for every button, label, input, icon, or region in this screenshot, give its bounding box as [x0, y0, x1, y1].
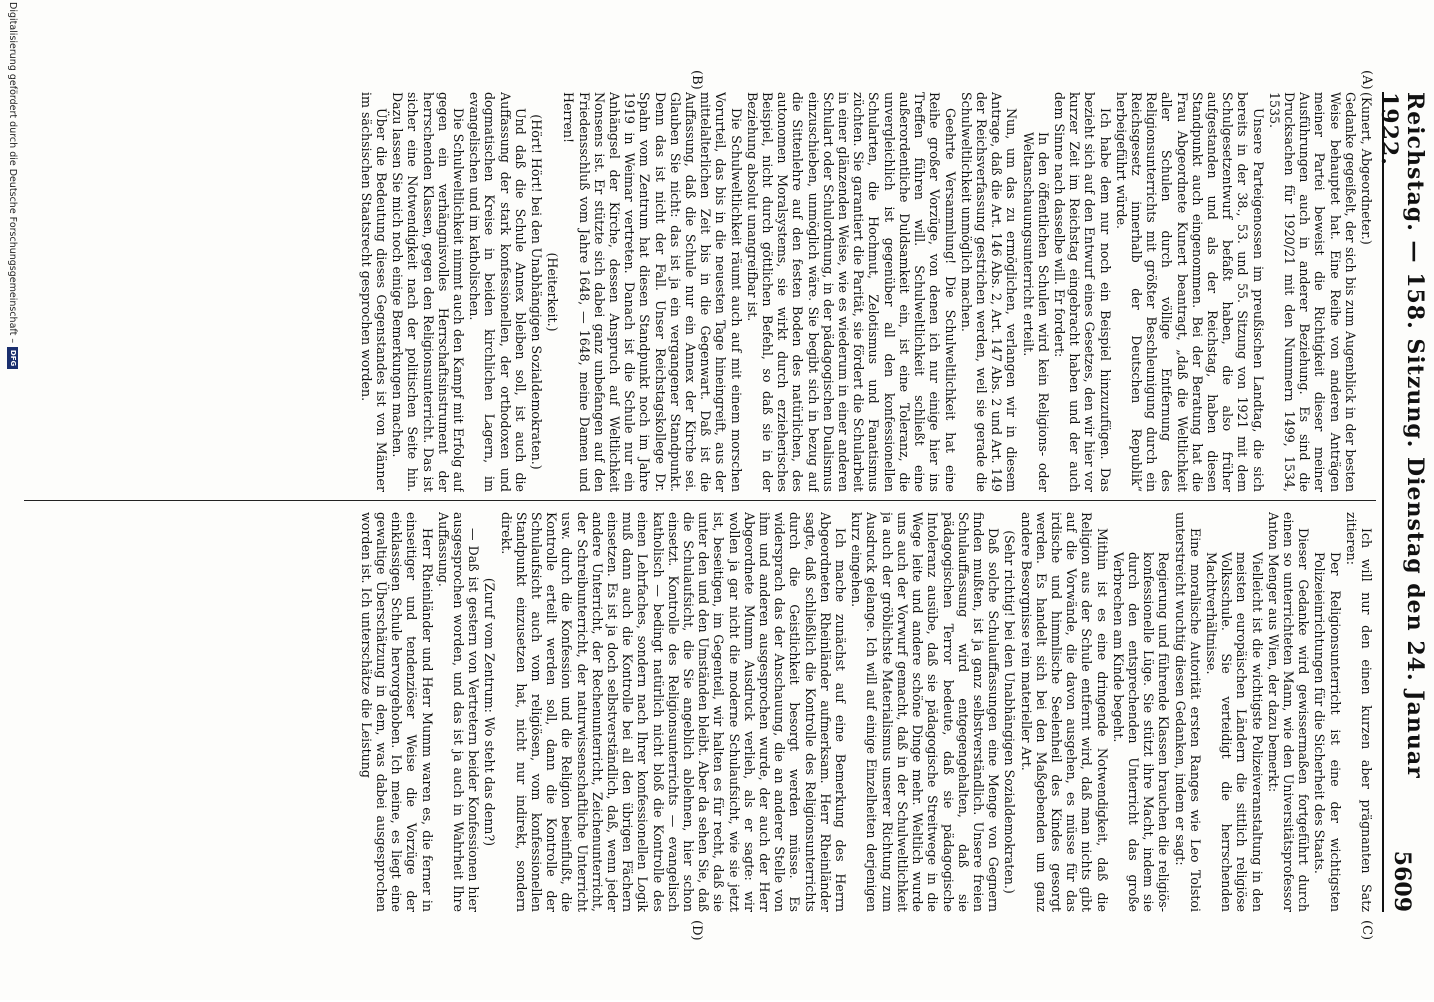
paragraph: Und daß die Schule Annex bleiben soll, ist auch die Auffassung der stark konfessionellen, der orthodoxen und dogmatischen Kreise in beiden kirchlichen Lagern, im evangelischen und im katholischen.	[467, 92, 528, 492]
interjection: (Heiterkeit.)	[545, 252, 561, 332]
paragraph: Dieser Gedanke wird gewissermaßen fortgeführt durch einen so unterrichteten Mann, wie den Universitätsprofessor Anton Menger aus Wien, der dazu bemerkt:	[1265, 512, 1312, 912]
interjection: (Sehr richtig! bei den Unabhängigen Sozialdemokraten.)	[1002, 530, 1018, 894]
paragraph: Gedanke gegeißelt, der sich bis zum Augenblick in der besten Weise behauptet hat. Eine Reihe von anderen Anträgen meiner Partei beweist die Richtigkeit dieser meiner Ausführungen auch in anderer Beziehung. Es sind die Drucksachen für 1920/21 mit den Nummern 1499, 1534, 1535.	[1266, 92, 1358, 492]
footer-text: Digitalisierung gefördert durch die Deutsche Forschungsgemeinschaft –	[7, 2, 19, 344]
paragraph: Die Schulweltlichkeit nimmt auch den Kampf mit Erfolg auf gegen ein verhängnisvolles Herrschaftsinstrument der herrschenden Klassen, gegen den Religionsunterricht. Das ist sicher eine Notwendigkeit nach der politischen Seite hin. Dazu lassen Sie mich noch einige Bemerkungen machen.	[390, 92, 467, 492]
paragraph: Herr Rheinländer und Herr Mumm waren es, die ferner in einseitiger und tendenziöser Weise die Vorzüge der einklassigen Schule hervorgehoben. Ich meine, es liegt eine gewaltige Überschätzung in dem, was dabei ausgesprochen worden ist. Ich unterschätze die Leistung	[358, 512, 435, 912]
paragraph: Daß solche Schulauffassungen eine Menge von Gegnern finden mußten, ist ja ganz selbstverständlich. Unsere freien Schulauffassung wird entgegengehalten, daß sie pädagogischen Terror bedeute, daß sie pädagogische Intoleranz ausübe, daß sie pädagogische Streitwege in die Wege leite und andere schöne Dinge mehr. Weltlich wurde uns auch der Vorwurf gemacht, daß in der Schulweltlichkeit ja auch der gröblichste Materialismus unserer Richtung zum Ausdruck gelange. Ich will auf einige Einzelheiten derjenigen kurz eingehen.	[849, 512, 1002, 912]
paragraph: Eine moralische Autorität ersten Ranges wie Leo Tolstoi unterstreicht wuchtig diesen Gedanken, indem er sagt:	[1172, 512, 1203, 912]
speaker-label: (Kunert, Abgeordneter.)	[1359, 92, 1374, 245]
header-title: Reichstag. — 158. Sitzung. Dienstag den 24. Januar 1922.	[1376, 92, 1428, 779]
margin-marker-d: (D)	[689, 920, 704, 941]
quotation: Vielleicht ist die wichtigste Polizeiveranstaltung in den meisten europäischen Ländern die sittlich religiöse Volksschule. Sie verteidigt die herrschenden Machtverhältnisse.	[1203, 552, 1265, 912]
quotation: Der Religionsunterricht ist eine der wichtigsten Polizeieinrichtungen für die Sicherheit des Staats.	[1312, 552, 1343, 912]
margin-marker-a: (A)	[1359, 70, 1374, 90]
paragraph: Über die Bedeutung dieses Gegenstandes ist von Männer im sächsischen Staatsrecht gesprochen worden.	[358, 92, 389, 492]
dfg-logo: DFG	[8, 347, 19, 369]
right-column	[20, 512, 1374, 912]
interjection: (Zuruf vom Zentrum: Wo steht das denn?)	[482, 577, 498, 847]
quotation: Regierung und führende Klassen brauchen die religiös-konfessionelle Lüge. Sie stützt ihre Macht, indem sie durch den entsprechenden Unterricht das große Verbrechen am Kinde begeht.	[1110, 552, 1172, 912]
paragraph: Ich habe dem nur noch ein Beispiel hinzuzufügen. Das bezieht sich auf den Entwurf eines Gesetzes, den wir hier vor kurzer Zeit im Reichstag eingebracht haben und der auch dem Sinne nach dasselbe will. Er fordert:	[1051, 92, 1113, 492]
left-column	[20, 92, 1374, 492]
margin-marker-b: (B)	[689, 70, 704, 90]
interjection: (Hört! Hört! bei den Unabhängigen Sozialdemokraten.)	[529, 114, 545, 470]
paragraph: Geehrte Versammlung! Die Schulweltlichkeit hat eine Reihe großer Vorzüge, von denen ich nur einige hier ins Treffen führen will. Schulweltlichkeit schließt eine außerordentliche Duldsamkeit ein, ist eine Toleranz, die unvergleichlich ist gegenüber all den konfessionellen Schularten, die Hochmut, Zelotismus und Fanatismus züchten. Sie garantiert die Parität, sie fördert die Schularbeit in einer glänzenden Weise, wie es wiederum in einer anderen Schulart oder Schulordnung, in der pädagogischen Dualismus einzuschieben, unmöglich wäre. Sie begibt sich in bezug auf die Sittenlehre auf den festen Boden des natürlichen, des autonomen Moralsystems, sie wirkt durch erzieherisches Beispiel, nicht durch göttlichen Befehl, so daß sie in der Beziehung absolut unangreifbar ist.	[744, 92, 958, 492]
column-divider	[24, 500, 1376, 501]
paragraph: Die Schulweltlichkeit räumt auch auf mit einem morschen Vorurteil, das bis in die neuesten Tage hineingreift, aus der mittelalterlichen Zeit bis in die Gegenwart. Daß ist die Auffassung, daß die Schule nur ein Annex der Kirche sei. Glauben Sie nicht: das ist ja ein vergangener Standpunkt. Denn das ist nicht der Fall. Unser Reichstagskollege Dr. Spahn vom Zentrum hat diesen Standpunkt noch im Jahre 1919 in Weimar vertreten. Danach ist die Schule nur ein Anhängsel der Kirche, dessen Anspruch auf Weltlichkeit Nonsens ist. Er stützte sich dabei ganz unbefangen auf den Friedensschluß vom Jahre 1648, — 1648, meine Damen und Herren!	[561, 92, 744, 492]
paragraph: Unsere Parteigenossen im preußischen Landtag, die sich bereits in der 38., 53. und 55. Sitzung von 1921 mit dem Schulgesetzentwurf befaßt haben, die also früher aufgestanden und als der Reichstag, haben diesen Standpunkt auch eingenommen. Bei der Beratung hat die Frau Abgeordnete Kunert beantragt, „daß die Weltlichkeit aller Schulen durch völlige Entfernung des Religionsunterrichts mit größter Beschleunigung durch ein Reichsgesetz innerhalb der Deutschen Republik“ herbeigeführt würde.	[1113, 92, 1266, 492]
paragraph: Ich mache zunächst auf eine Bemerkung des Herrn Abgeordneten Rheinländer aufmerksam. Herr Rheinländer sagte, daß schließlich die Kontrolle des Religionsunterrichts durch die Geistlichkeit besorgt werden müsse. Es widersprach das der Anschauung, die an anderer Stelle von ihm und anderen ausgesprochen wurde, der auch der Herr Abgeordnete Mumm Ausdruck verlieh, als er sagte: wir wollen ja gar nicht die moderne Schulaufsicht, wie sie jetzt ist, beseitigen, im Gegenteil, wir halten es für recht, daß sie unter den und den Umständen bleibt. Aber da sehen Sie, daß die Schulaufsicht, die Sie angeblich ablehnen, hier schon einsetzt. Kontrolle des Religionsunterrichts — evangelisch katholisch — bedingt natürlich nicht bloß die Kontrolle des einen Lehrfaches, sondern nach Ihrer konfessionellen Logik muß dann auch die Kontrolle bei all den übrigen Fächern einsetzen. Es ist ja doch selbstverständlich, daß, wenn jeder andere Unterricht, der Rechenunterricht, Zeichenunterricht, der Schreibunterricht, der naturwissenschaftliche Unterricht usw. durch die Konfession und die Religion beeinflußt, die Kontrolle erteilt werden soll, dann die Kontrolle der Schulaufsicht auch vom religiösen, vom konfessionellen Standpunkt einzusetzen hat, nicht nur indirekt, sondern direkt.	[498, 512, 849, 912]
paragraph: — Daß ist gestern von Vertretern beider Konfessionen hier ausgesprochen worden, und das ist ja auch in Wahrheit Ihre Auffassung.	[435, 512, 482, 912]
digitization-footer	[4, 0, 22, 1002]
page-number: 5609	[1389, 850, 1415, 912]
paragraph: Nun, um das zu ermöglichen, verlangen wir in diesem Antrage, daß die Art. 146 Abs. 2, Art. 147 Abs. 2 und Art. 149 der Reichsverfassung gestrichen werden, weil sie gerade die Schulweltlichkeit unmöglich machen.	[958, 92, 1020, 492]
margin-marker-c: (C)	[1359, 920, 1374, 941]
paragraph: Ich will nur den einen kurzen aber prägnanten Satz zitieren:	[1343, 512, 1374, 912]
quotation: In den öffentlichen Schulen wird kein Religions- oder Weltanschauungsunterricht erteilt.	[1020, 132, 1051, 492]
page-header	[1376, 92, 1428, 912]
paragraph: Mithin ist es eine dringende Notwendigkeit, daß die Religion aus der Schule entfernt wird, daß man nichts gibt auf die Vorwände, die davon ausgehen, es müsse für das irdische und himmlische Seelenheil des Kindes gesorgt werden. Es handelt sich bei den Maßgebenden um ganz andere Besorgnisse rein materieller Art.	[1018, 512, 1110, 912]
